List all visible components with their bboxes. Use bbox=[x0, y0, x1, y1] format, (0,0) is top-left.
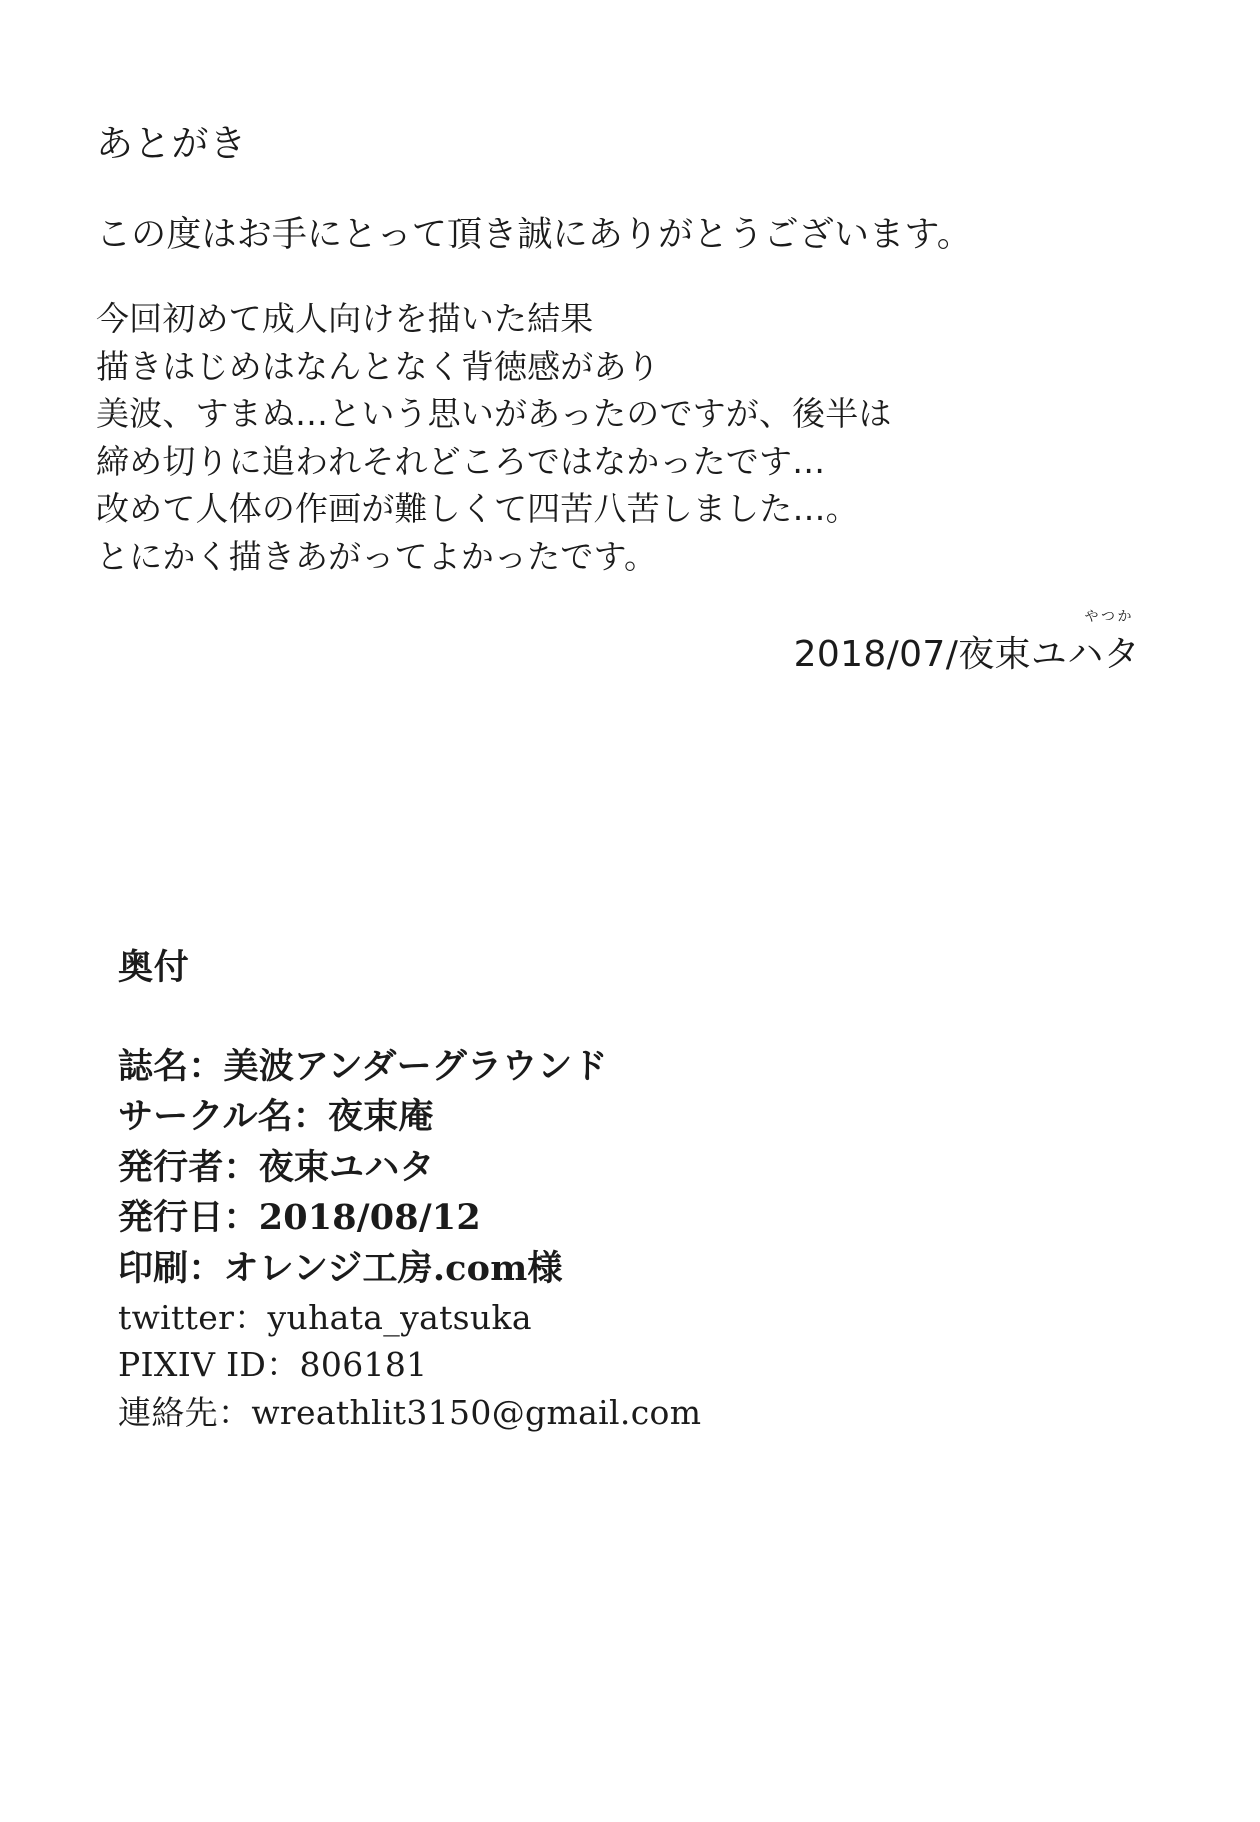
signature-ruby: やつか bbox=[1084, 609, 1134, 626]
afterword-heading: あとがき bbox=[96, 122, 247, 165]
colophon-item-title: 誌名：美波アンダーグラウンド bbox=[118, 1046, 608, 1087]
colophon-item-printer: 印刷：オレンジ工房.com様 bbox=[118, 1247, 563, 1289]
afterword-line: 美波、すまぬ…という思いがあったのですが、後半は bbox=[96, 394, 892, 434]
colophon-list bbox=[118, 1042, 1118, 1437]
afterword-line: 締め切りに追われそれどころではなかったです… bbox=[96, 441, 826, 481]
afterword-line: とにかく描きあがってよかったです。 bbox=[96, 536, 658, 576]
afterword-signature bbox=[96, 609, 1156, 677]
colophon-item-author: 発行者：夜束ユハタ bbox=[118, 1146, 435, 1188]
colophon-heading: 奥付 bbox=[118, 947, 190, 988]
afterword-line: 今回初めて成人向けを描いた結果 bbox=[96, 299, 594, 339]
signature-text: 2018/07/夜束ユハタ bbox=[793, 634, 1140, 676]
afterword-line: 改めて人体の作画が難しくて四苦八苦しました…。 bbox=[96, 489, 859, 529]
colophon-section bbox=[118, 940, 1118, 1437]
colophon-item-contact: 連絡先：wreathlit3150@gmail.com bbox=[118, 1392, 702, 1432]
colophon-item-pixiv-id: PIXIV ID：806181 bbox=[118, 1345, 428, 1385]
colophon-item-circle: サークル名：夜束庵 bbox=[118, 1096, 434, 1138]
colophon-item-twitter: twitter：yuhata_yatsuka bbox=[118, 1297, 532, 1337]
afterword-body bbox=[96, 295, 1156, 580]
afterword-lead-text: この度はお手にとって頂き誠にありがとうございます。 bbox=[96, 215, 972, 256]
signature-wrapper bbox=[793, 609, 1140, 677]
colophon-item-date: 発行日：2018/08/12 bbox=[118, 1197, 481, 1239]
afterword-section bbox=[96, 120, 1156, 677]
afterword-line: 描きはじめはなんとなく背徳感があり bbox=[96, 346, 660, 386]
